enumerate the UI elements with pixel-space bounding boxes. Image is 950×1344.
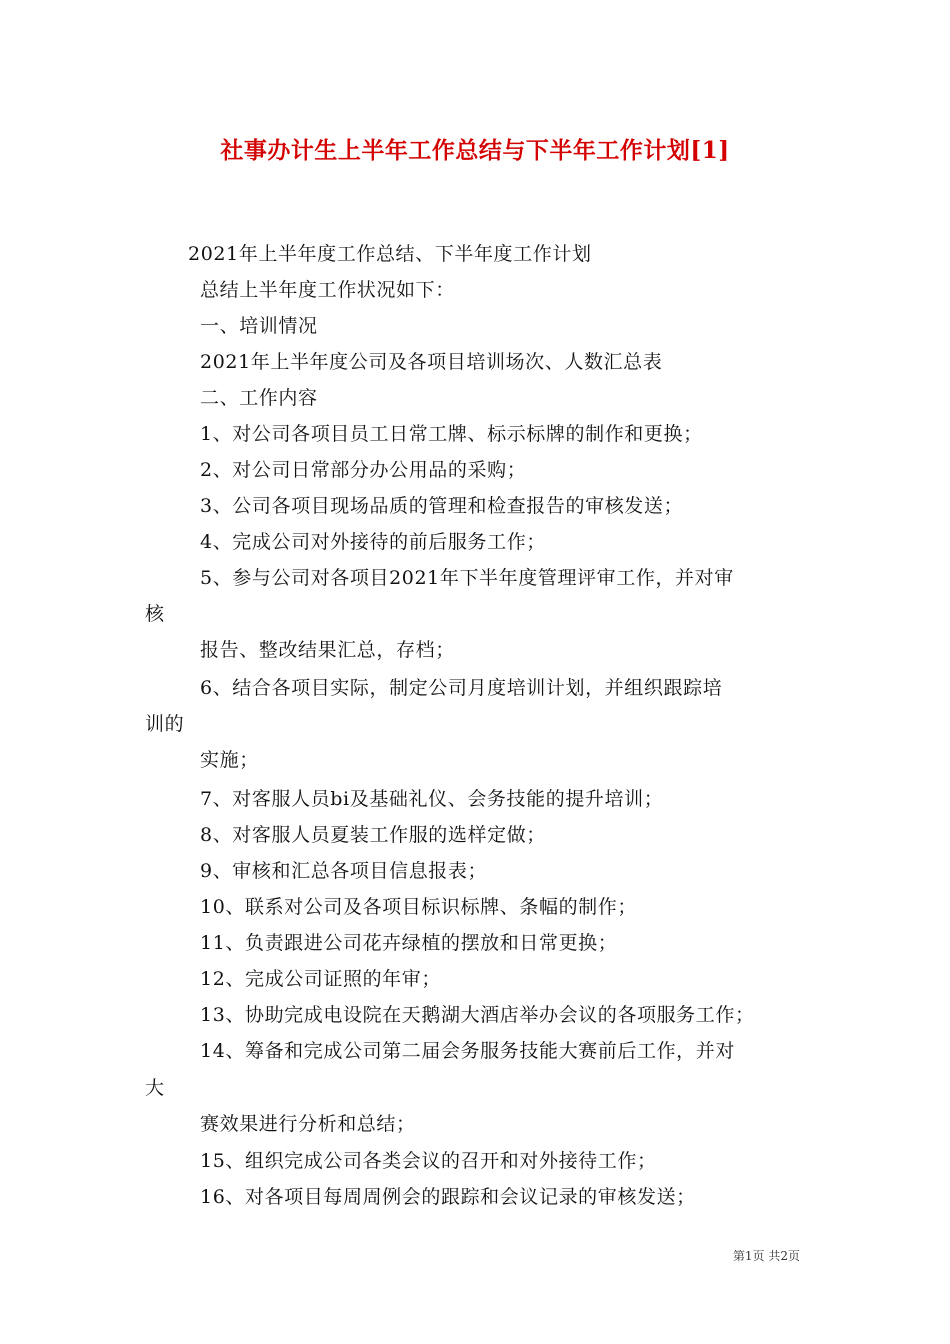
body-line: 13、协助完成电设院在天鹅湖大酒店举办会议的各项服务工作；: [200, 1004, 755, 1026]
body-line: 6、结合各项目实际，制定公司月度培训计划，并组织跟踪培: [200, 677, 723, 699]
body-line: 报告、整改结果汇总，存档；: [200, 639, 455, 661]
body-line: 14、筹备和完成公司第二届会务服务技能大赛前后工作，并对: [200, 1040, 735, 1062]
body-line: 4、完成公司对外接待的前后服务工作；: [200, 531, 546, 553]
body-line: 2021年上半年度公司及各项目培训场次、人数汇总表: [200, 351, 663, 373]
body-line: 9、审核和汇总各项目信息报表；: [200, 860, 488, 882]
body-line: 训的: [145, 713, 185, 735]
body-line: 16、对各项目每周周例会的跟踪和会议记录的审核发送；: [200, 1186, 696, 1208]
body-line: 8、对客服人员夏装工作服的选样定做；: [200, 824, 546, 846]
document-title: 社事办计生上半年工作总结与下半年工作计划[1]: [220, 137, 730, 164]
body-line: 15、组织完成公司各类会议的召开和对外接待工作；: [200, 1150, 657, 1172]
body-line: 2、对公司日常部分办公用品的采购；: [200, 459, 527, 481]
body-line: 二、工作内容: [200, 387, 318, 409]
body-line: 12、完成公司证照的年审；: [200, 968, 441, 990]
body-line: 大: [145, 1077, 165, 1099]
body-line: 11、负责跟进公司花卉绿植的摆放和日常更换；: [200, 932, 618, 954]
body-line: 总结上半年度工作状况如下：: [200, 279, 455, 301]
body-line: 5、参与公司对各项目2021年下半年度管理评审工作，并对审: [200, 567, 734, 589]
body-line: 一、培训情况: [200, 315, 318, 337]
body-line: 10、联系对公司及各项目标识标牌、条幅的制作；: [200, 896, 637, 918]
body-line: 赛效果进行分析和总结；: [200, 1113, 416, 1135]
body-line: 3、公司各项目现场品质的管理和检查报告的审核发送；: [200, 495, 684, 517]
body-line: 2021年上半年度工作总结、下半年度工作计划: [188, 243, 592, 265]
body-line: 核: [145, 603, 165, 625]
page-number-footer: 第1页 共2页: [732, 1249, 800, 1263]
body-line: 1、对公司各项目员工日常工牌、标示标牌的制作和更换；: [200, 423, 703, 445]
body-line: 实施；: [200, 749, 259, 771]
body-line: 7、对客服人员bi及基础礼仪、会务技能的提升培训；: [200, 788, 664, 810]
